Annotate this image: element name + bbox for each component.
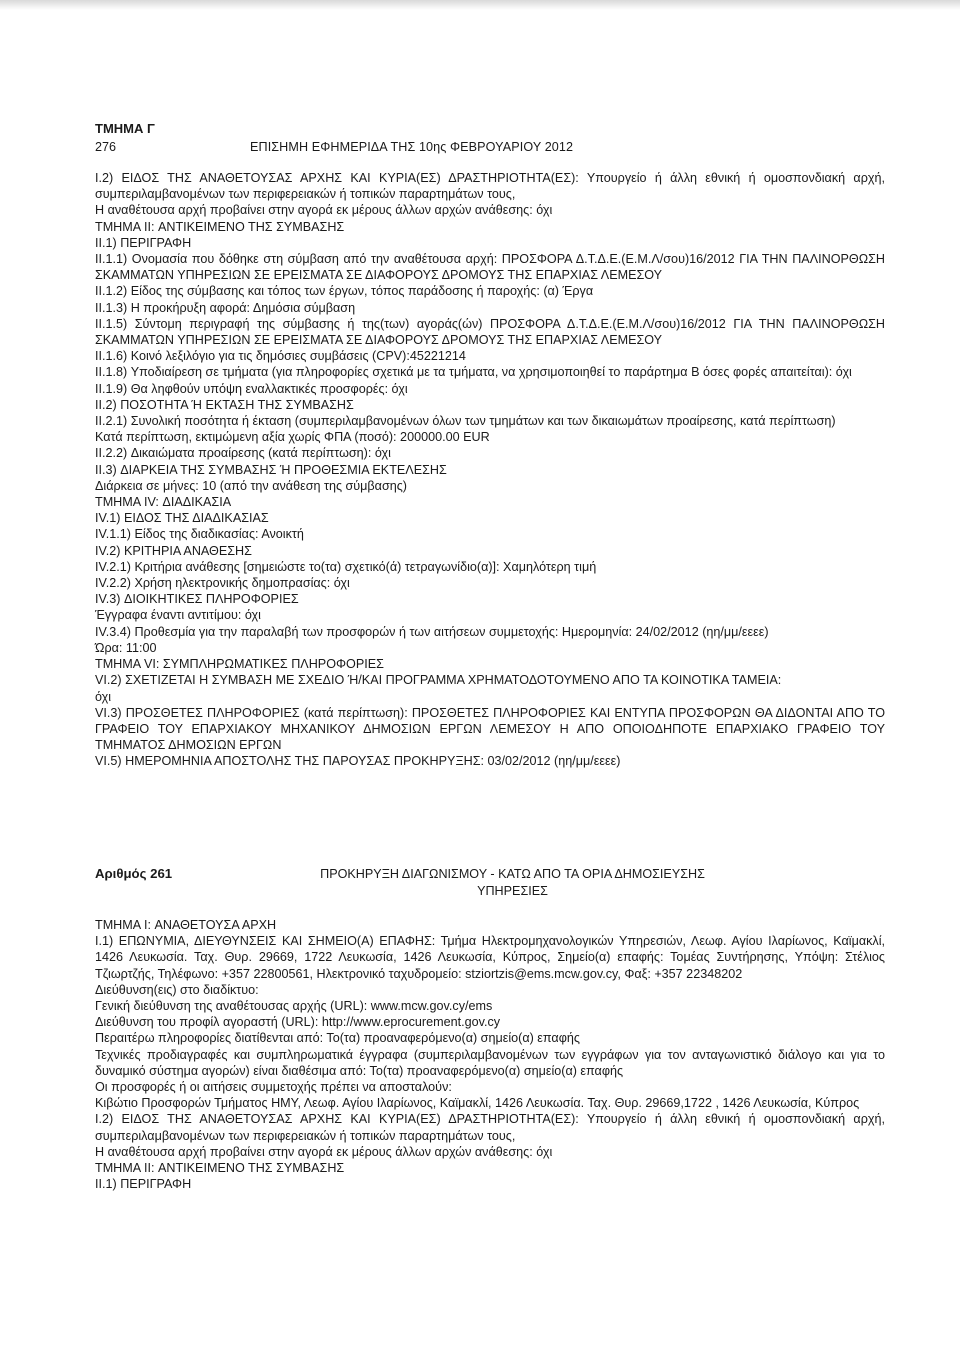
text-line: Ώρα: 11:00	[95, 640, 157, 655]
text-line: ΤΜΗΜΑ IV: ΔΙΑΔΙΚΑΣΙΑ	[95, 495, 232, 510]
text-line: Οι προσφορές ή οι αιτήσεις συμμετοχής πρέπει να αποσταλούν:	[95, 1080, 452, 1095]
text-line: όχι	[95, 689, 112, 704]
text-line: Τεχνικές προδιαγραφές και συμπληρωματικά έγγραφα (συμπεριλαμβανομένων των εγγράφων για τον ανταγωνιστικό διάλογο και για το δυναμικό σύστημα αγορών) είναι διαθέσιμα από: Το(τα) προαναφερόμενο(α) σημείο(α) επαφής	[95, 1047, 885, 1078]
publication-title: ΕΠΙΣΗΜΗ ΕΦΗΜΕΡΙΔΑ ΤΗΣ 10ης ΦΕΒΡΟΥΑΡΙΟΥ 2012	[250, 140, 574, 155]
text-line: Γενική διεύθυνση της αναθέτουσας αρχής (URL): www.mcw.gov.cy/ems	[95, 999, 493, 1014]
text-line: Κιβώτιο Προσφορών Τμήματος ΗΜΥ, Λεωφ. Αγίου Ιλαρίωνος, Καϊμακλί, 1426 Λευκωσία. Ταχ. Θυρ. 29669,1722 , 1426 Λευκωσία, Κύπρος	[95, 1096, 860, 1111]
text-line: IV.2.1) Κριτήρια ανάθεσης [σημειώστε το(τα) σχετικό(ά) τετραγωνίδιο(α)]: Χαμηλότερη τιμή	[95, 559, 597, 574]
text-line: Η αναθέτουσα αρχή προβαίνει στην αγορά εκ μέρους άλλων αρχών ανάθεσης: όχι	[95, 1144, 553, 1159]
text-line: Διεύθυνση του προφίλ αγοραστή (URL): http://www.eprocurement.gov.cy	[95, 1015, 501, 1030]
text-line: II.1.1) Ονομασία που δόθηκε στη σύμβαση από την αναθέτουσα αρχή: ΠΡΟΣΦΟΡΑ Δ.Τ.Δ.Ε.(Ε.Μ.Λ/σου)16/2012 ΓΙΑ ΤΗΝ ΠΑΛΙΝΟΡΘΩΣΗ ΣΚΑΜΜΑΤΩΝ ΥΠΗΡΕΣΙΩΝ ΣΕ ΕΡΕΙΣΜΑΤΑ ΣΕ ΔΙΑΦΟΡΟΥΣ ΔΡΟΜΟΥΣ ΤΗΣ ΕΠΑΡΧΙΑΣ ΛΕΜΕΣΟΥ	[95, 252, 885, 283]
text-line: Διάρκεια σε μήνες: 10 (από την ανάθεση της σύμβασης)	[95, 478, 407, 493]
notice-title-line: ΠΡΟΚΗΡΥΞΗ ΔΙΑΓΩΝΙΣΜΟΥ - ΚΑΤΩ ΑΠΟ ΤΑ ΟΡΙΑ ΔΗΜΟΣΙΕΥΣΗΣ	[320, 867, 705, 881]
text-line: ΤΜΗΜΑ II: ΑΝΤΙΚΕΙΜΕΝΟ ΤΗΣ ΣΥΜΒΑΣΗΣ	[95, 1161, 345, 1176]
text-line: I.2) ΕΙΔΟΣ ΤΗΣ ΑΝΑΘΕΤΟΥΣΑΣ ΑΡΧΗΣ ΚΑΙ ΚΥΡΙΑ(ΕΣ) ΔΡΑΣΤΗΡΙΟΤΗΤΑ(ΕΣ): Υπουργείο ή άλλη εθνική ή ομοσπονδιακή αρχή, συμπεριλαμβανομένων των περιφερειακών ή τοπικών παραρτημάτων τους,	[95, 1112, 885, 1143]
text-line: IV.2) ΚΡΙΤΗΡΙΑ ΑΝΑΘΕΣΗΣ	[95, 543, 252, 558]
text-line: VI.3) ΠΡΟΣΘΕΤΕΣ ΠΛΗΡΟΦΟΡΙΕΣ (κατά περίπτωση): ΠΡΟΣΘΕΤΕΣ ΠΛΗΡΟΦΟΡΙΕΣ ΚΑΙ ΕΝΤΥΠΑ ΠΡΟΣΦΟΡΩΝ ΘΑ ΔΙΔΟΝΤΑΙ ΑΠΟ ΤΟ ΓΡΑΦΕΙΟ ΤΟΥ ΕΠΑΡΧΙΑΚΟΥ ΜΗΧΑΝΙΚΟΥ ΔΗΜΟΣΙΩΝ ΕΡΓΩΝ ΛΕΜΕΣΟΥ Η ΑΠΟ ΟΠΟΙΟΔΗΠΟΤΕ ΕΠΑΡΧΙΑΚΟ ΓΡΑΦΕΙΟ ΤΟΥ ΤΜΗΜΑΤΟΣ ΔΗΜΟΣΙΩΝ ΕΡΓΩΝ	[95, 705, 885, 753]
text-line: I.1) ΕΠΩΝΥΜΙΑ, ΔΙΕΥΘΥΝΣΕΙΣ ΚΑΙ ΣΗΜΕΙΟ(Α) ΕΠΑΦΗΣ: Τμήμα Ηλεκτρομηχανολογικών Υπηρεσιών, Λεωφ. Αγίου Ιλαρίωνος, Καϊμακλί, 1426 Λευκωσία. Ταχ. Θυρ. 29669, 1722 Λευκωσία, 1426 Λευκωσία, Κύπρος, Σημείο(α) επαφής: Τομέας Συντήρησης, Υπόψη: Στέλιος Τζιωρτζής, Τηλέφωνο: +357 22800561, Ηλεκτρονικό ταχυδρομείο: stziortzis@ems.mcw.gov.cy, Φαξ: +357 22348202	[95, 934, 885, 981]
notice-header	[95, 866, 885, 899]
text-line: II.1) ΠΕΡΙΓΡΑΦΗ	[95, 1177, 192, 1192]
text-line: Διεύθυνση(εις) στο διαδίκτυο:	[95, 982, 259, 997]
text-line: II.3) ΔΙΑΡΚΕΙΑ ΤΗΣ ΣΥΜΒΑΣΗΣ Ή ΠΡΟΘΕΣΜΙΑ ΕΚΤΕΛΕΣΗΣ	[95, 462, 447, 477]
notice-number: Αριθμός 261	[95, 866, 173, 881]
text-line: ΤΜΗΜΑ I: ΑΝΑΘΕΤΟΥΣΑ ΑΡΧΗ	[95, 918, 277, 932]
text-line: Κατά περίπτωση, εκτιμώμενη αξία χωρίς ΦΠΑ (ποσό): 200000.00 EUR	[95, 430, 490, 445]
notice-261	[95, 866, 885, 1192]
text-line: VI.5) ΗΜΕΡΟΜΗΝΙΑ ΑΠΟΣΤΟΛΗΣ ΤΗΣ ΠΑΡΟΥΣΑΣ ΠΡΟΚΗΡΥΞΗΣ: 03/02/2012 (ηη/μμ/εεεε)	[95, 754, 621, 769]
previous-notice-body	[95, 170, 885, 770]
notice-title-line: ΥΠΗΡΕΣΙΕΣ	[477, 883, 548, 898]
text-line: IV.3) ΔΙΟΙΚΗΤΙΚΕΣ ΠΛΗΡΟΦΟΡΙΕΣ	[95, 592, 299, 607]
text-line: ΤΜΗΜΑ II: ΑΝΤΙΚΕΙΜΕΝΟ ΤΗΣ ΣΥΜΒΑΣΗΣ	[95, 219, 345, 234]
section-letter: ΤΜΗΜΑ Γ	[95, 121, 155, 136]
text-line: IV.2.2) Χρήση ηλεκτρονικής δημοπρασίας: όχι	[95, 576, 350, 591]
text-line: I.2) ΕΙΔΟΣ ΤΗΣ ΑΝΑΘΕΤΟΥΣΑΣ ΑΡΧΗΣ ΚΑΙ ΚΥΡΙΑ(ΕΣ) ΔΡΑΣΤΗΡΙΟΤΗΤΑ(ΕΣ): Υπουργείο ή άλλη εθνική ή ομοσπονδιακή αρχή, συμπεριλαμβανομένων των περιφερειακών ή τοπικών παραρτημάτων τους,	[95, 171, 885, 202]
text-line: ΤΜΗΜΑ VI: ΣΥΜΠΛΗΡΩΜΑΤΙΚΕΣ ΠΛΗΡΟΦΟΡΙΕΣ	[95, 657, 384, 672]
notice-title	[260, 866, 885, 899]
text-line: Έγγραφα έναντι αντιτίμου: όχι	[95, 608, 261, 623]
text-line: II.1.2) Είδος της σύμβασης και τόπος των έργων, τόπος παράδοσης ή παροχής: (α) Έργα	[95, 284, 594, 299]
text-line: IV.3.4) Προθεσμία για την παραλαβή των προσφορών ή των αιτήσεων συμμετοχής: Ημερομηνία: 24/02/2012 (ηη/μμ/εεεε)	[95, 624, 769, 639]
text-line: II.2.2) Δικαιώματα προαίρεσης (κατά περίπτωση): όχι	[95, 446, 391, 461]
page-header	[95, 121, 885, 155]
text-line: IV.1) ΕΙΔΟΣ ΤΗΣ ΔΙΑΔΙΚΑΣΙΑΣ	[95, 511, 269, 526]
text-line: Περαιτέρω πληροφορίες διατίθενται από: Το(τα) προαναφερόμενο(α) σημείο(α) επαφής	[95, 1031, 580, 1046]
text-line: II.1.9) Θα ληφθούν υπόψη εναλλακτικές προσφορές: όχι	[95, 381, 408, 396]
page-number: 276	[95, 140, 117, 155]
text-line: VI.2) ΣΧΕΤΙΖΕΤΑΙ Η ΣΥΜΒΑΣΗ ΜΕ ΣΧΕΔΙΟ Ή/ΚΑΙ ΠΡΟΓΡΑΜΜΑ ΧΡΗΜΑΤΟΔΟΤΟΥΜΕΝΟ ΑΠΟ ΤΑ ΚΟΙΝΟΤΙΚΑ ΤΑΜΕΙΑ:	[95, 673, 782, 688]
text-line: II.1.3) Η προκήρυξη αφορά: Δημόσια σύμβαση	[95, 300, 356, 315]
text-line: II.1.8) Υποδιαίρεση σε τμήματα (για πληροφορίες σχετικά με τα τμήματα, να χρησιμοποιηθεί το παράρτημα Β όσες φορές απαιτείται): όχι	[95, 365, 852, 380]
text-line: II.1) ΠΕΡΙΓΡΑΦΗ	[95, 235, 192, 250]
text-line: II.1.6) Κοινό λεξιλόγιο για τις δημόσιες συμβάσεις (CPV):45221214	[95, 349, 466, 364]
text-line: Η αναθέτουσα αρχή προβαίνει στην αγορά εκ μέρους άλλων αρχών ανάθεσης: όχι	[95, 203, 553, 218]
scan-edge	[0, 0, 960, 10]
text-line: II.2) ΠΟΣΟΤΗΤΑ Ή ΕΚΤΑΣΗ ΤΗΣ ΣΥΜΒΑΣΗΣ	[95, 397, 354, 412]
header-row	[95, 139, 885, 155]
text-line: II.1.5) Σύντομη περιγραφή της σύμβασης ή της(των) αγοράς(ών) ΠΡΟΣΦΟΡΑ Δ.Τ.Δ.Ε.(Ε.Μ.Λ/σου)16/2012 ΓΙΑ ΤΗΝ ΠΑΛΙΝΟΡΘΩΣΗ ΣΚΑΜΜΑΤΩΝ ΥΠΗΡΕΣΙΩΝ ΣΕ ΕΡΕΙΣΜΑΤΑ ΣΕ ΔΙΑΦΟΡΟΥΣ ΔΡΟΜΟΥΣ ΤΗΣ ΕΠΑΡΧΙΑΣ ΛΕΜΕΣΟΥ	[95, 316, 885, 348]
text-line: II.2.1) Συνολική ποσότητα ή έκταση (συμπεριλαμβανομένων όλων των τμημάτων και των δικαιωμάτων προαίρεσης, κατά περίπτωση)	[95, 414, 836, 429]
text-line: IV.1.1) Είδος της διαδικασίας: Ανοικτή	[95, 527, 304, 542]
